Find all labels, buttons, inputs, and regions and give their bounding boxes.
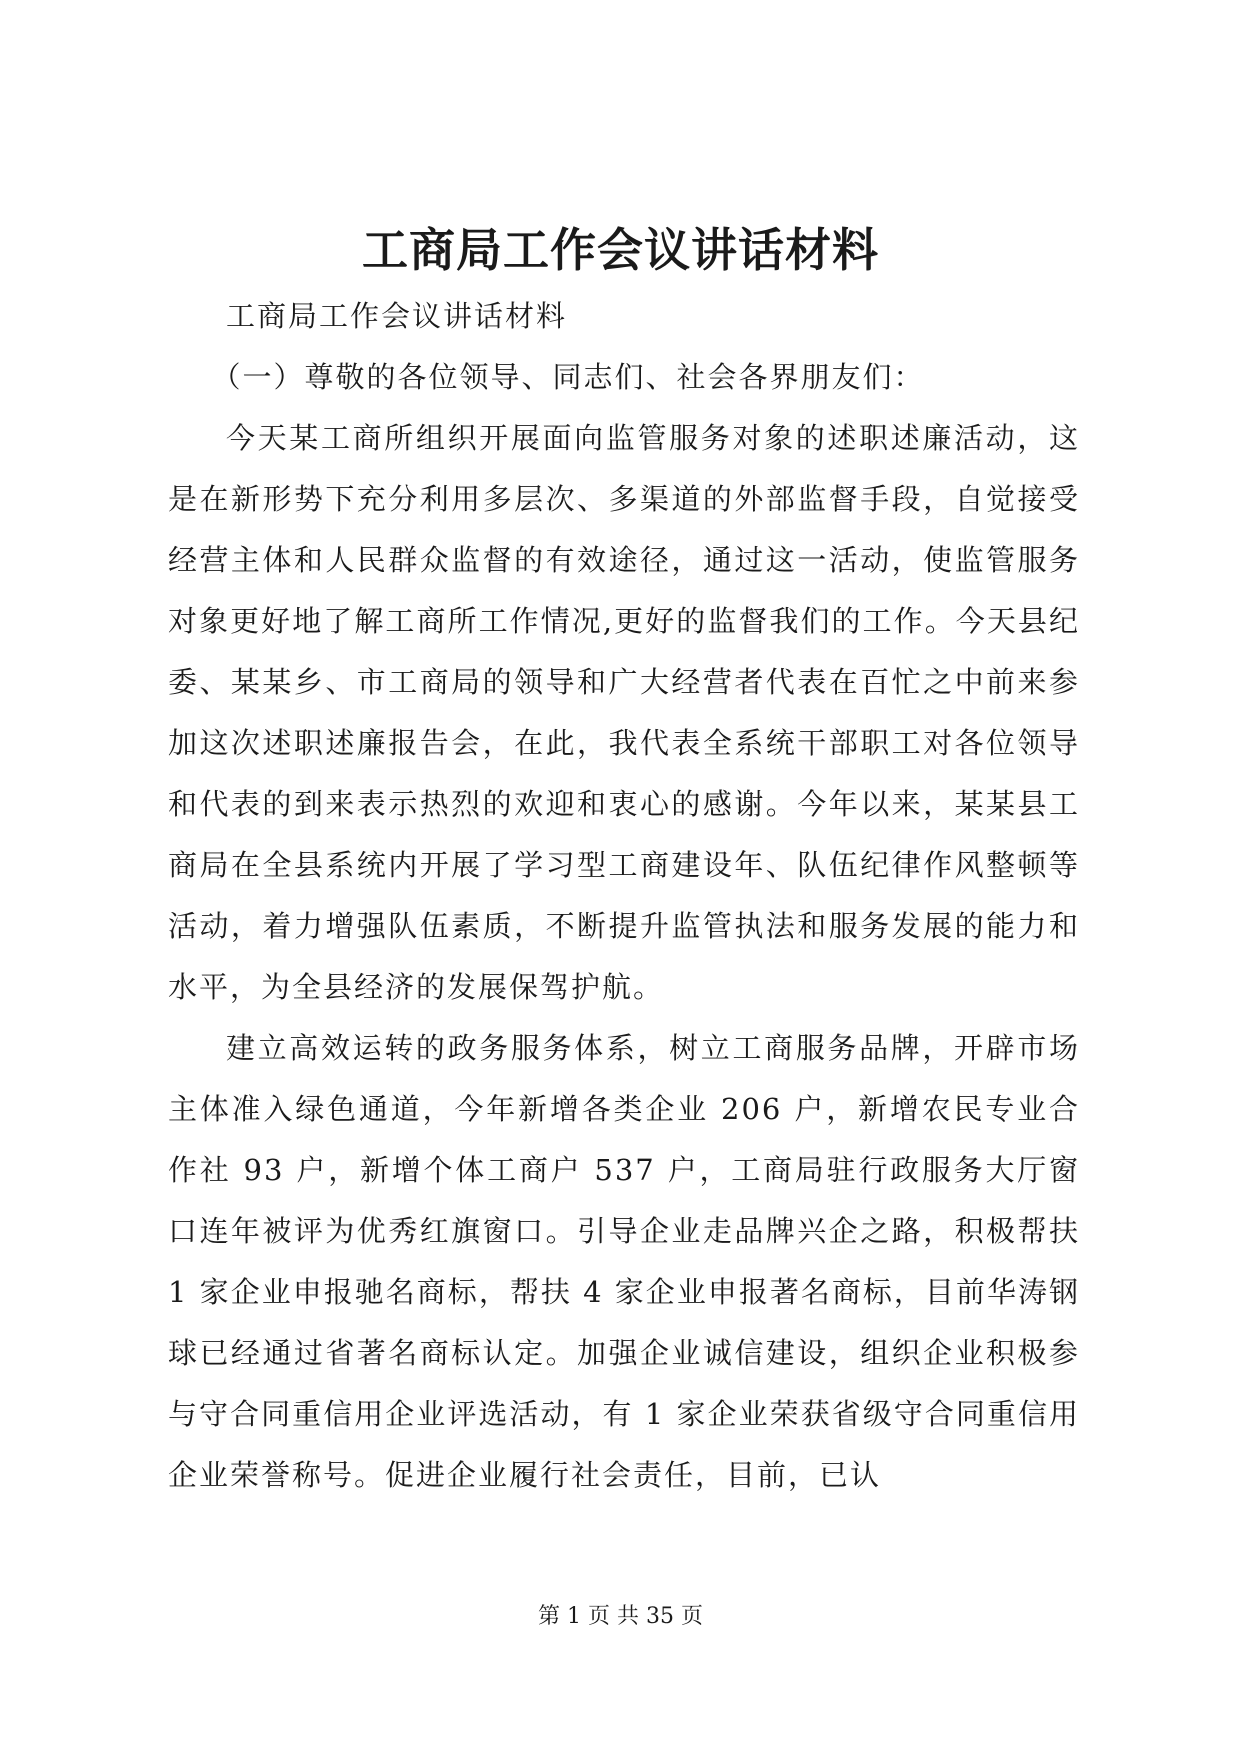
- page-number: 第 1 页 共 35 页: [538, 1604, 703, 1629]
- body-paragraph: 建立高效运转的政务服务体系，树立工商服务品牌，开辟市场主体准入绿色通道，今年新增各类企业 206 户，新增农民专业合作社 93 户，新增个体工商户 537 户，工商局驻行政服务大厅窗口连年被评为优秀红旗窗口。引导企业走品牌兴企之路，积极帮扶 1 家企业申报驰名商标，帮扶 4 家企业申报著名商标，目前华涛钢球已经通过省著名商标认定。加强企业诚信建设，组织企业积极参与守合同重信用企业评选活动，有 1 家企业荣获省级守合同重信用企业荣誉称号。促进企业履行社会责任，目前，已认: [168, 1031, 1080, 1492]
- document-body: [168, 286, 1080, 1506]
- salutation-paragraph: （一）尊敬的各位领导、同志们、社会各界朋友们：: [211, 360, 925, 394]
- document-title: 工商局工作会议讲话材料: [362, 223, 879, 277]
- body-paragraph: 今天某工商所组织开展面向监管服务对象的述职述廉活动，这是在新形势下充分利用多层次、多渠道的外部监督手段，自觉接受经营主体和人民群众监督的有效途径，通过这一活动，使监管服务对象更好地了解工商所工作情况,更好的监督我们的工作。今天县纪委、某某乡、市工商局的领导和广大经营者代表在百忙之中前来参加这次述职述廉报告会，在此，我代表全系统干部职工对各位领导和代表的到来表示热烈的欢迎和衷心的感谢。今年以来，某某县工商局在全县系统内开展了学习型工商建设年、队伍纪律作风整顿等活动，着力增强队伍素质，不断提升监管执法和服务发展的能力和水平，为全县经济的发展保驾护航。: [168, 421, 1080, 1004]
- subtitle-paragraph: 工商局工作会议讲话材料: [226, 299, 568, 333]
